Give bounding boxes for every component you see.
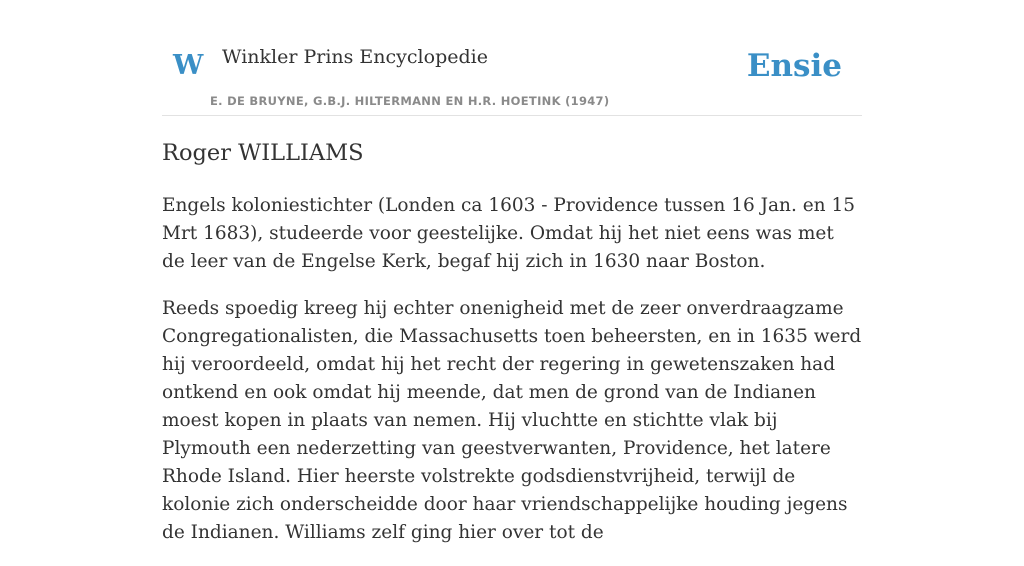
article-title: Roger WILLIAMS — [162, 140, 364, 166]
publication-authors: E. DE BRUYNE, G.B.J. HILTERMANN EN H.R. HOETINK (1947) — [210, 94, 610, 108]
publication-header — [162, 36, 862, 116]
publication-logo: W — [173, 50, 204, 81]
article-paragraph: Reeds spoedig kreeg hij echter onenigheid met de zeer onverdraagzame Congregationalisten, die Massachusetts toen beheersten, en in 1635 werd hij veroordeeld, omdat hij het recht der regering in gewetenszaken had ontkend en ook omdat hij meende, dat men de grond van de Indianen moest kopen in plaats van nemen. Hij vluchtte en stichtte vlak bij Plymouth een nederzetting van geestverwanten, Providence, het latere Rhode Island. Hier heerste volstrekte godsdienstvrijheid, terwijl de kolonie zich onderscheidde door haar vriendschappelijke houding jegens de Indianen. Williams zelf ging hier over tot de — [162, 298, 862, 543]
article-paragraph: Engels koloniestichter (Londen ca 1603 - Providence tussen 16 Jan. en 15 Mrt 1683), studeerde voor geestelijke. Omdat hij het niet eens was met de leer van de Engelse Kerk, begaf hij zich in 1630 naar Boston. — [162, 195, 856, 272]
article-body — [162, 192, 862, 566]
publication-title[interactable]: Winkler Prins Encyclopedie — [222, 46, 488, 68]
brand-logo-link[interactable]: Ensie — [746, 48, 842, 84]
